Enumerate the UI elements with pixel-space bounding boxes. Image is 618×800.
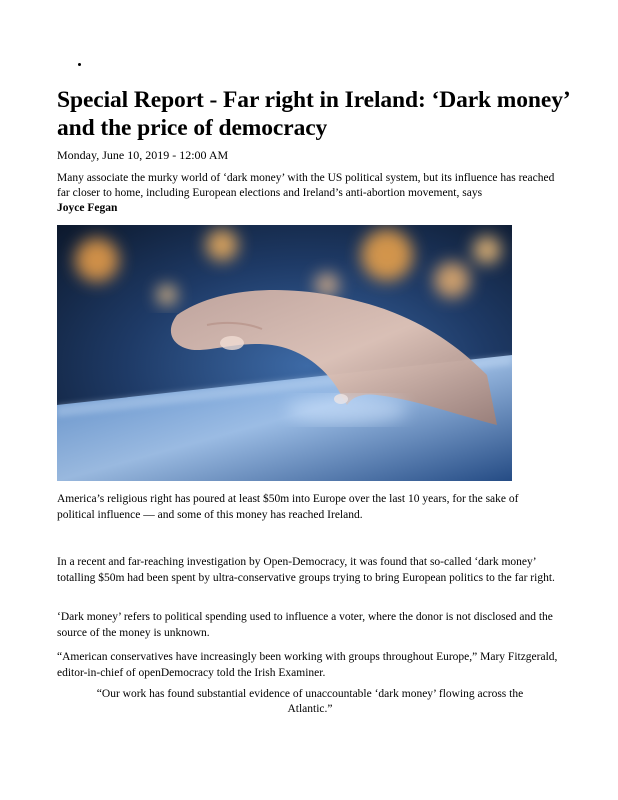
paragraph-3: “American conservatives have increasingly been working with groups throughout Europe,” Mary Fitzgerald, editor-in-chief of openDemocracy told the Irish Examiner.	[57, 651, 558, 679]
article-date: Monday, June 10, 2019 - 12:00 AM	[57, 148, 229, 162]
paragraph-1: In a recent and far-reaching investigation by Open-Democracy, it was found that so-called ‘dark money’ totalling $50m had been spent by ultra-conservative groups trying to bring European politics to the far right.	[57, 556, 555, 584]
author-name: Joyce Fegan	[57, 202, 118, 214]
standfirst-text: Many associate the murky world of ‘dark money’ with the US political system, but its influence has reached far closer to home, including European elections and Ireland’s anti-abortion movement, says	[57, 172, 555, 199]
hero-image	[57, 225, 512, 481]
image-caption: America’s religious right has poured at least $50m into Europe over the last 10 years, for the sake of political influence — and some of this money has reached Ireland.	[57, 493, 519, 521]
article-title: Special Report - Far right in Ireland: ‘Dark money’ and the price of democracy	[57, 87, 569, 141]
paragraph-2: ‘Dark money’ refers to political spending used to influence a voter, where the donor is not disclosed and the source of the money is unknown.	[57, 611, 553, 639]
article-standfirst	[57, 171, 557, 216]
bullet-mark	[78, 63, 81, 66]
tablet-touch-photo	[57, 225, 512, 481]
pull-quote: “Our work has found substantial evidence of unaccountable ‘dark money’ flowing across the Atlantic.”	[96, 688, 524, 715]
